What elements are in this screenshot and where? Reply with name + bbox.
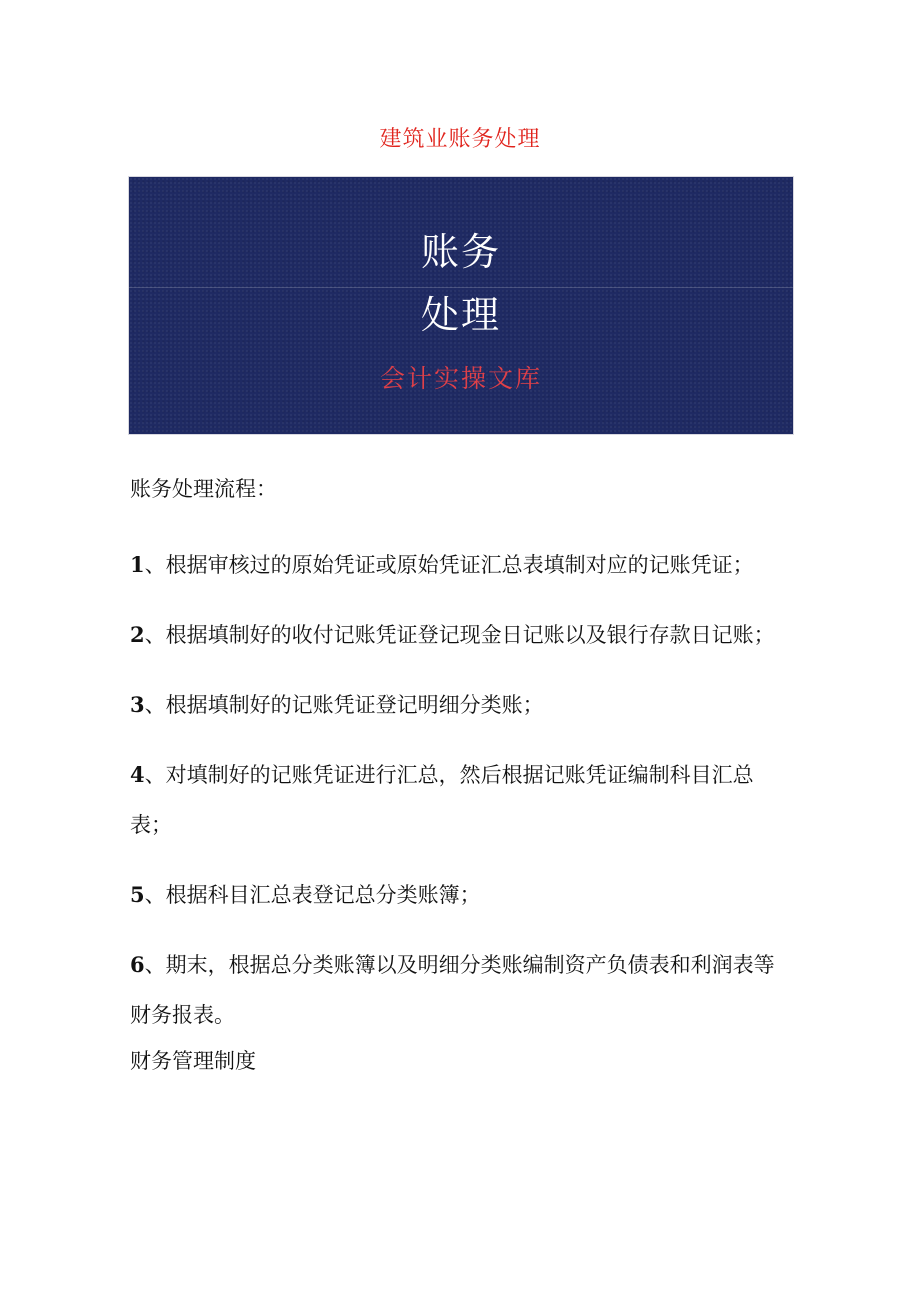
section-heading-process: 账务处理流程： — [130, 477, 277, 501]
step-item-6 — [130, 940, 780, 1040]
step-item-3 — [130, 680, 780, 730]
banner-title-line-2: 处理 — [420, 293, 501, 337]
step-number: 4 — [130, 762, 145, 787]
step-number: 5 — [130, 882, 145, 907]
step-number: 3 — [130, 692, 145, 717]
step-text: 、根据填制好的收付记账凭证登记现金日记账以及银行存款日记账； — [144, 623, 775, 647]
step-item-2 — [130, 610, 780, 660]
banner-divider — [129, 287, 793, 288]
step-item-4 — [130, 750, 780, 850]
step-number: 6 — [130, 952, 145, 977]
step-number: 1 — [130, 552, 145, 577]
step-text: 、期末，根据总分类账簿以及明细分类账编制资产负债表和利润表等财务报表。 — [130, 953, 775, 1027]
banner-subtitle: 会计实操文库 — [379, 364, 542, 393]
banner-title-line-1: 账务 — [420, 230, 501, 274]
step-item-5 — [130, 870, 780, 920]
step-text: 、根据审核过的原始凭证或原始凭证汇总表填制对应的记账凭证； — [144, 553, 754, 577]
step-text: 、根据科目汇总表登记总分类账簿； — [144, 883, 481, 907]
step-number: 2 — [130, 622, 145, 647]
section-heading-management: 财务管理制度 — [130, 1049, 256, 1073]
document-body — [130, 474, 780, 1076]
cover-banner — [128, 176, 794, 435]
step-text: 、根据填制好的记账凭证登记明细分类账； — [144, 693, 544, 717]
step-text: 、对填制好的记账凭证进行汇总，然后根据记账凭证编制科目汇总表； — [130, 763, 754, 837]
step-item-1 — [130, 540, 780, 590]
document-title: 建筑业账务处理 — [379, 127, 541, 152]
